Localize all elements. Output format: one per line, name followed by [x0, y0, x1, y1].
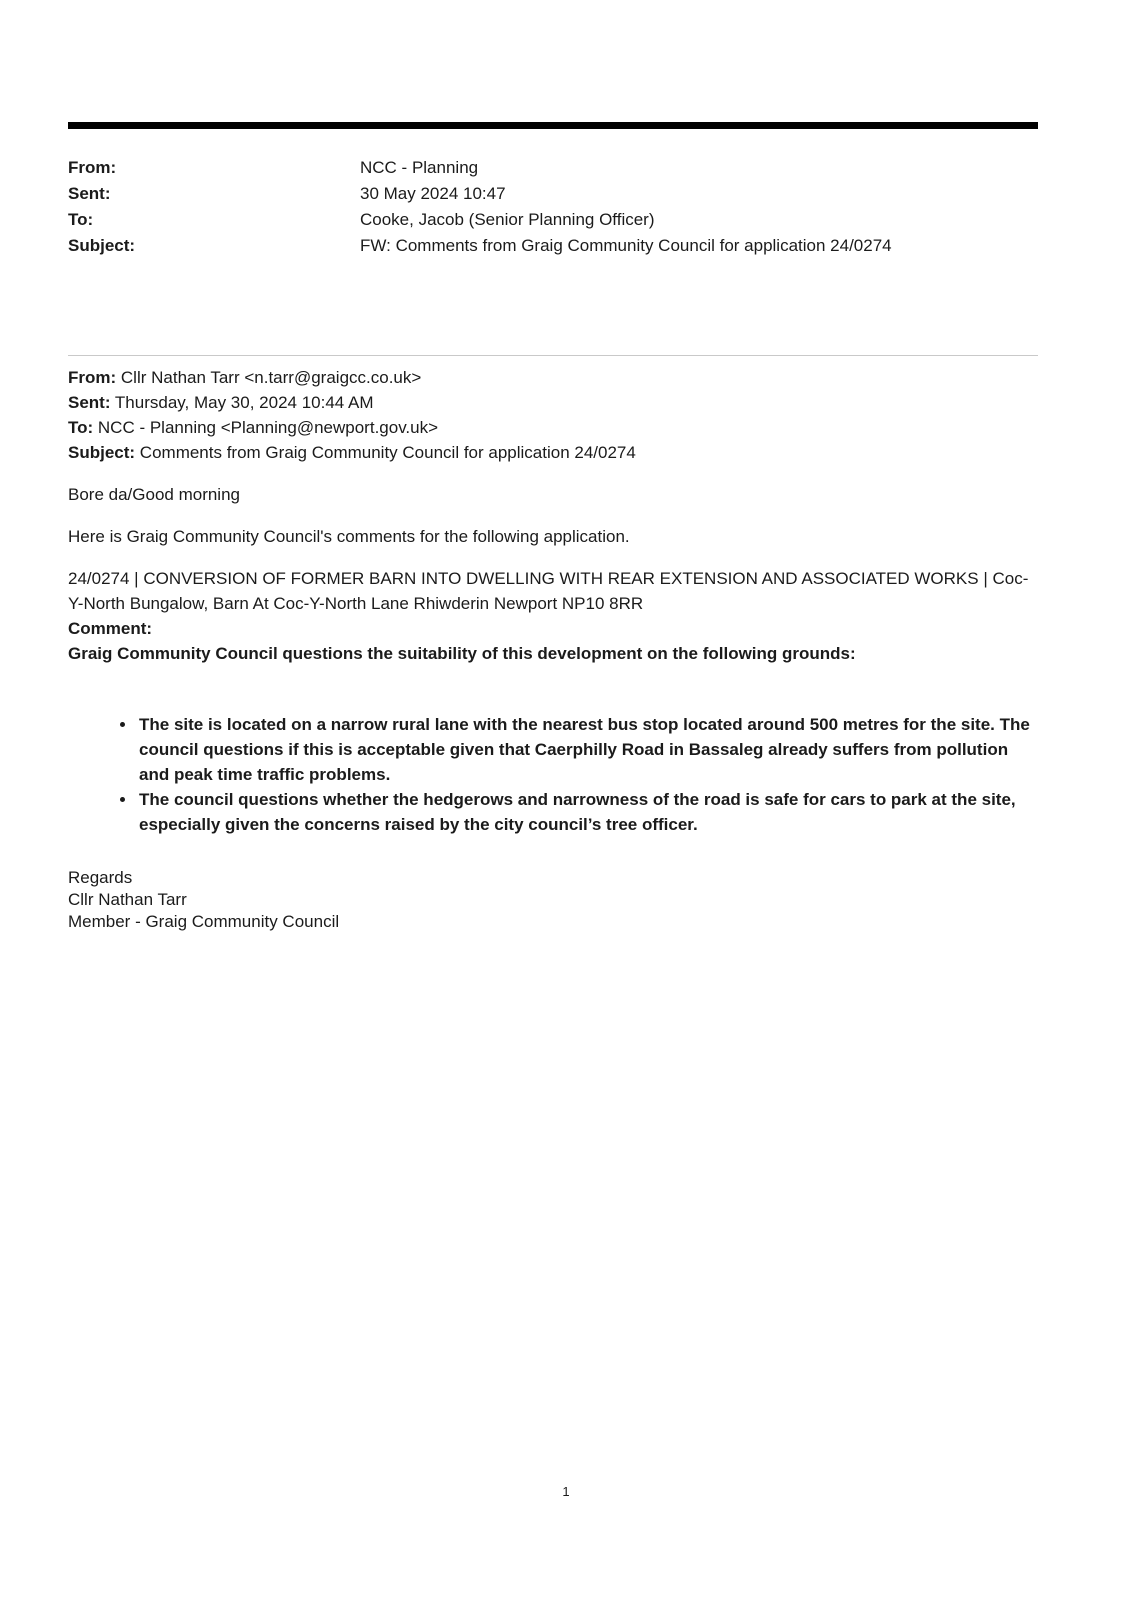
field-value: FW: Comments from Graig Community Council for application 24/0274 [360, 236, 892, 255]
field-value: NCC - Planning <Planning@newport.gov.uk> [97, 418, 439, 437]
field-value: NCC - Planning [360, 158, 479, 177]
header-field-to [68, 207, 1038, 233]
section-divider-thin [68, 355, 1038, 356]
field-value: Cooke, Jacob (Senior Planning Officer) [360, 210, 655, 229]
field-label: To: [68, 210, 94, 229]
comment-label: Comment: [68, 619, 153, 638]
outer-email-header [68, 155, 1038, 259]
bullet-item: • The site is located on a narrow rural lane with the nearest bus stop located around 500 metres for the site. The council questions if this is acceptable given that Caerphilly Road in Bassaleg already suffers from pollution and peak time traffic problems. [137, 712, 1038, 787]
signoff-name: Cllr Nathan Tarr [68, 890, 187, 909]
field-label: To: [68, 418, 94, 437]
field-value: Cllr Nathan Tarr <n.tarr@graigcc.co.uk> [120, 368, 422, 387]
header-field-subject [68, 233, 1038, 259]
signoff-regards: Regards [68, 868, 133, 887]
inner-field-from [68, 365, 1038, 390]
inner-field-to [68, 415, 1038, 440]
signature-block [68, 867, 1038, 933]
field-label: Subject: [68, 236, 136, 255]
field-value: Comments from Graig Community Council for application 24/0274 [139, 443, 636, 462]
inner-email-header [68, 365, 1038, 465]
field-label: Sent: [68, 393, 111, 412]
field-label: From: [68, 158, 117, 177]
header-field-from [68, 155, 1038, 181]
inner-field-subject [68, 440, 1038, 465]
field-label: Subject: [68, 443, 136, 462]
inner-field-sent [68, 390, 1038, 415]
comment-heading: Graig Community Council questions the suitability of this development on the following grounds: [68, 644, 856, 663]
header-field-sent [68, 181, 1038, 207]
intro-text: Here is Graig Community Council's comments for the following application. [68, 527, 630, 546]
signoff-role: Member - Graig Community Council [68, 912, 340, 931]
application-reference: 24/0274 | CONVERSION OF FORMER BARN INTO DWELLING WITH REAR EXTENSION AND ASSOCIATED WORKS | Coc-Y-North Bungalow, Barn At Coc-Y-North Lane Rhiwderin Newport NP10 8RR [68, 569, 1029, 613]
bullet-item: • The council questions whether the hedgerows and narrowness of the road is safe for cars to park at the site, especially given the concerns raised by the city council’s tree officer. [137, 787, 1038, 837]
application-block [68, 566, 1038, 666]
field-value: 30 May 2024 10:47 [360, 184, 506, 203]
greeting-text: Bore da/Good morning [68, 485, 240, 504]
page-number: 1 [562, 1484, 570, 1499]
field-label: From: [68, 368, 117, 387]
field-label: Sent: [68, 184, 111, 203]
header-divider-thick [68, 122, 1038, 129]
comment-bullet-list [68, 712, 1038, 837]
field-value: Thursday, May 30, 2024 10:44 AM [114, 393, 374, 412]
